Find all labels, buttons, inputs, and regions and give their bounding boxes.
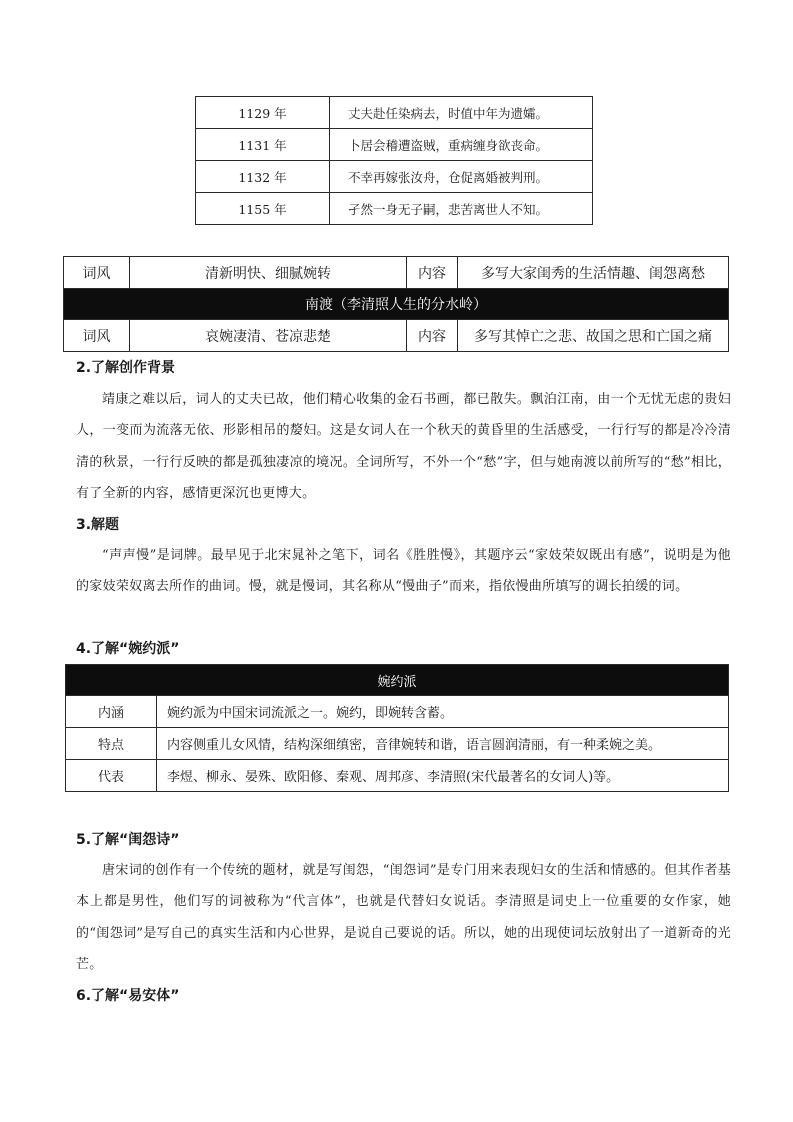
section-body-guiyuan: 唐宋词的创作有一个传统的题材，就是写闺怨，“闺怨词”是专门用来表现妇女的生活和情感的。但其作者基本上都是男性，他们写的词被称为“代言体”，也就是代替妇女说话。李清照是词史上一位重要的女作家，她的“闺怨词”是写自己的真实生活和内心世界，是说自己要说的话。所以，她的出现使词坛放射出了一道新奇的光芒。 <box>76 863 731 972</box>
timeline-table <box>195 96 593 225</box>
section-heading-wanyue: 4.了解“婉约派” <box>76 641 180 657</box>
table-row <box>66 728 729 760</box>
year-cell: 1131 年 <box>196 129 330 161</box>
table-row <box>66 760 729 792</box>
year-cell: 1129 年 <box>196 97 330 129</box>
content-label: 内容 <box>407 320 458 352</box>
event-cell: 孑然一身无子嗣，悲苦离世人不知。 <box>330 193 593 225</box>
nandu-banner: 南渡（李清照人生的分水岭） <box>64 289 729 320</box>
content-value: 多写其悼亡之悲、故国之思和亡国之痛 <box>458 320 729 352</box>
event-cell: 丈夫赴任染病去，时值中年为遗孀。 <box>330 97 593 129</box>
event-cell: 不幸再嫁张汝舟，仓促离婚被判刑。 <box>330 161 593 193</box>
table-row <box>64 320 729 352</box>
content-value: 多写大家闺秀的生活情趣、闺怨离愁 <box>458 257 729 289</box>
style-value: 清新明快、细腻婉转 <box>130 257 407 289</box>
year-cell: 1155 年 <box>196 193 330 225</box>
year-cell: 1132 年 <box>196 161 330 193</box>
style-label: 词风 <box>64 257 130 289</box>
table-banner-row <box>64 289 729 320</box>
table-row <box>196 129 593 161</box>
row-value: 李煜、柳永、晏殊、欧阳修、秦观、周邦彦、李清照(宋代最著名的女词人)等。 <box>157 760 729 792</box>
row-label: 内涵 <box>66 696 157 728</box>
section-heading-guiyuan: 5.了解“闺怨诗” <box>76 832 180 848</box>
table-row <box>66 696 729 728</box>
table-row <box>196 193 593 225</box>
row-value: 内容侧重儿女风情，结构深细缜密，音律婉转和谐，语言圆润清丽，有一种柔婉之美。 <box>157 728 729 760</box>
table-row <box>196 97 593 129</box>
table-row <box>64 257 729 289</box>
row-label: 代表 <box>66 760 157 792</box>
style-comparison-table <box>63 256 729 352</box>
section-heading-background: 2.了解创作背景 <box>76 360 176 376</box>
table-banner-row <box>66 665 729 696</box>
section-heading-yian: 6.了解“易安体” <box>76 988 180 1004</box>
content-label: 内容 <box>407 257 458 289</box>
style-value: 哀婉凄清、苍凉悲楚 <box>130 320 407 352</box>
row-label: 特点 <box>66 728 157 760</box>
table-row <box>196 161 593 193</box>
section-body-background: 靖康之难以后，词人的丈夫已故，他们精心收集的金石书画，都已散失。飘泊江南，由一个无忧无虑的贵妇人，一变而为流落无依、形影相吊的嫠妇。这是女词人在一个秋天的黄昏里的生活感受，一行行写的都是冷冷清清的秋景，一行行反映的都是孤独凄凉的境况。全词所写，不外一个“愁”字，但与她南渡以前所写的“愁”相比，有了全新的内容，感情更深沉也更博大。 <box>76 392 731 501</box>
style-label: 词风 <box>64 320 130 352</box>
wanyue-title: 婉约派 <box>66 665 729 696</box>
event-cell: 卜居会稽遭盗贼，重病缠身欲丧命。 <box>330 129 593 161</box>
section-body-title: “声声慢”是词牌。最早见于北宋晁补之笔下，词名《胜胜慢》，其题序云“家妓荣奴既出有感”，说明是为他的家妓荣奴离去所作的曲词。慢，就是慢词，其名称从“慢曲子”而来，指依慢曲所填写的调长拍缓的词。 <box>76 548 731 595</box>
row-value: 婉约派为中国宋词流派之一。婉约，即婉转含蓄。 <box>157 696 729 728</box>
section-heading-title: 3.解题 <box>76 517 120 533</box>
wanyue-table <box>65 664 729 792</box>
